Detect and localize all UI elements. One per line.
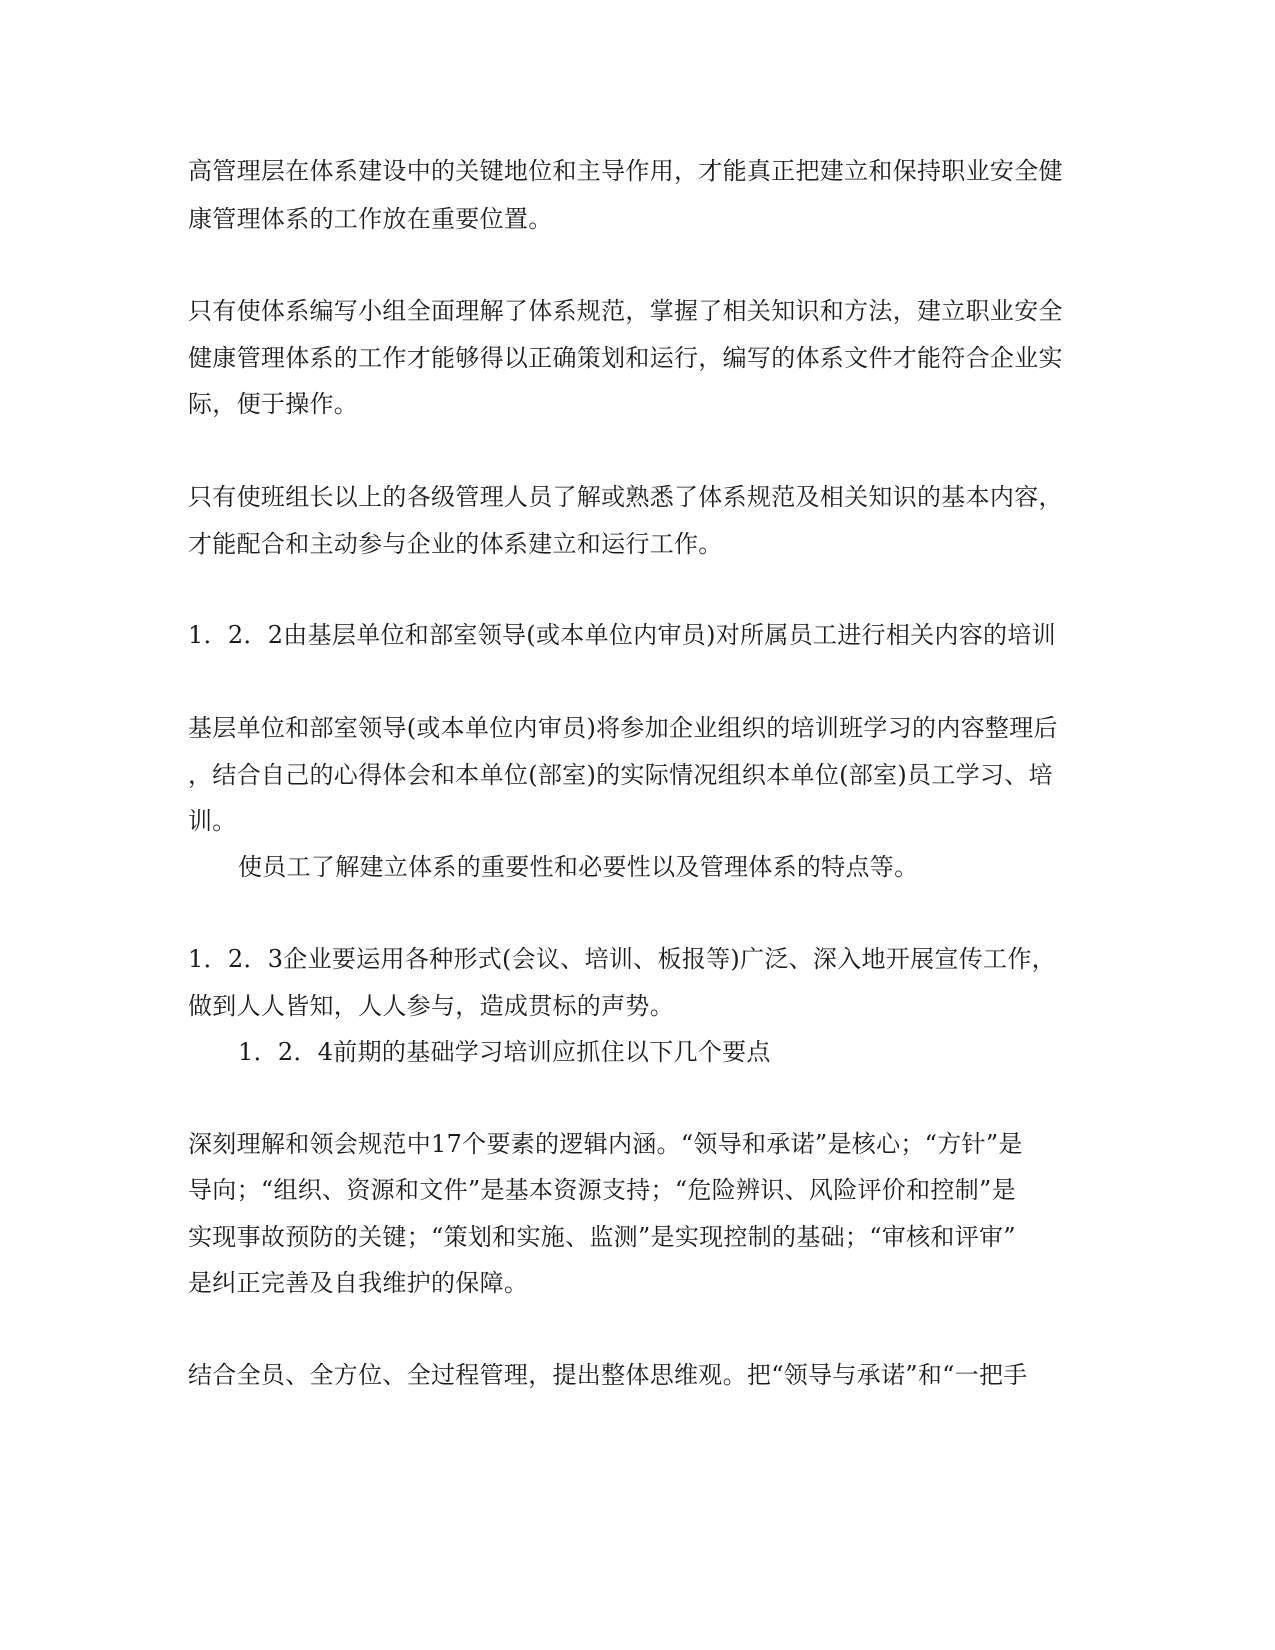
- text-line: ，结合自己的心得体会和本单位(部室)的实际情况组织本单位(部室)员工学习、培: [188, 761, 1053, 789]
- text-line: 导向；“组织、资源和文件”是基本资源支持；“危险辨识、风险评价和控制”是: [188, 1176, 1016, 1204]
- section-heading: 1．2．4前期的基础学习培训应抓住以下几个要点: [238, 1038, 771, 1066]
- section-heading: 1．2．2由基层单位和部室领导(或本单位内审员)对所属员工进行相关内容的培训: [188, 621, 1056, 649]
- text-line: 健康管理体系的工作才能够得以正确策划和运行，编写的体系文件才能符合企业实: [188, 344, 1063, 372]
- text-line: 只有使体系编写小组全面理解了体系规范，掌握了相关知识和方法，建立职业安全: [188, 297, 1063, 325]
- text-line: 训。: [188, 807, 237, 835]
- text-line: 实现事故预防的关键；“策划和实施、监测”是实现控制的基础；“审核和评审”: [188, 1223, 1016, 1251]
- section-heading: 1．2．3企业要运用各种形式(会议、培训、板报等)广泛、深入地开展宣传工作，: [188, 945, 1056, 973]
- text-line: 结合全员、全方位、全过程管理，提出整体思维观。把“领导与承诺”和“一把手: [188, 1361, 1028, 1389]
- text-line: 高管理层在体系建设中的关键地位和主导作用，才能真正把建立和保持职业安全健: [188, 157, 1063, 185]
- text-line: 康管理体系的工作放在重要位置。: [188, 205, 553, 233]
- text-line: 基层单位和部室领导(或本单位内审员)将参加企业组织的培训班学习的内容整理后: [188, 714, 1058, 742]
- text-line: 是纠正完善及自我维护的保障。: [188, 1269, 529, 1297]
- text-line: 使员工了解建立体系的重要性和必要性以及管理体系的特点等。: [238, 853, 919, 881]
- text-line: 做到人人皆知，人人参与，造成贯标的声势。: [188, 992, 674, 1020]
- text-line: 际，便于操作。: [188, 390, 359, 418]
- text-line: 只有使班组长以上的各级管理人员了解或熟悉了体系规范及相关知识的基本内容，: [188, 483, 1063, 511]
- text-line: 深刻理解和领会规范中17个要素的逻辑内涵。“领导和承诺”是核心；“方针”是: [188, 1130, 1023, 1158]
- text-line: 才能配合和主动参与企业的体系建立和运行工作。: [188, 530, 723, 558]
